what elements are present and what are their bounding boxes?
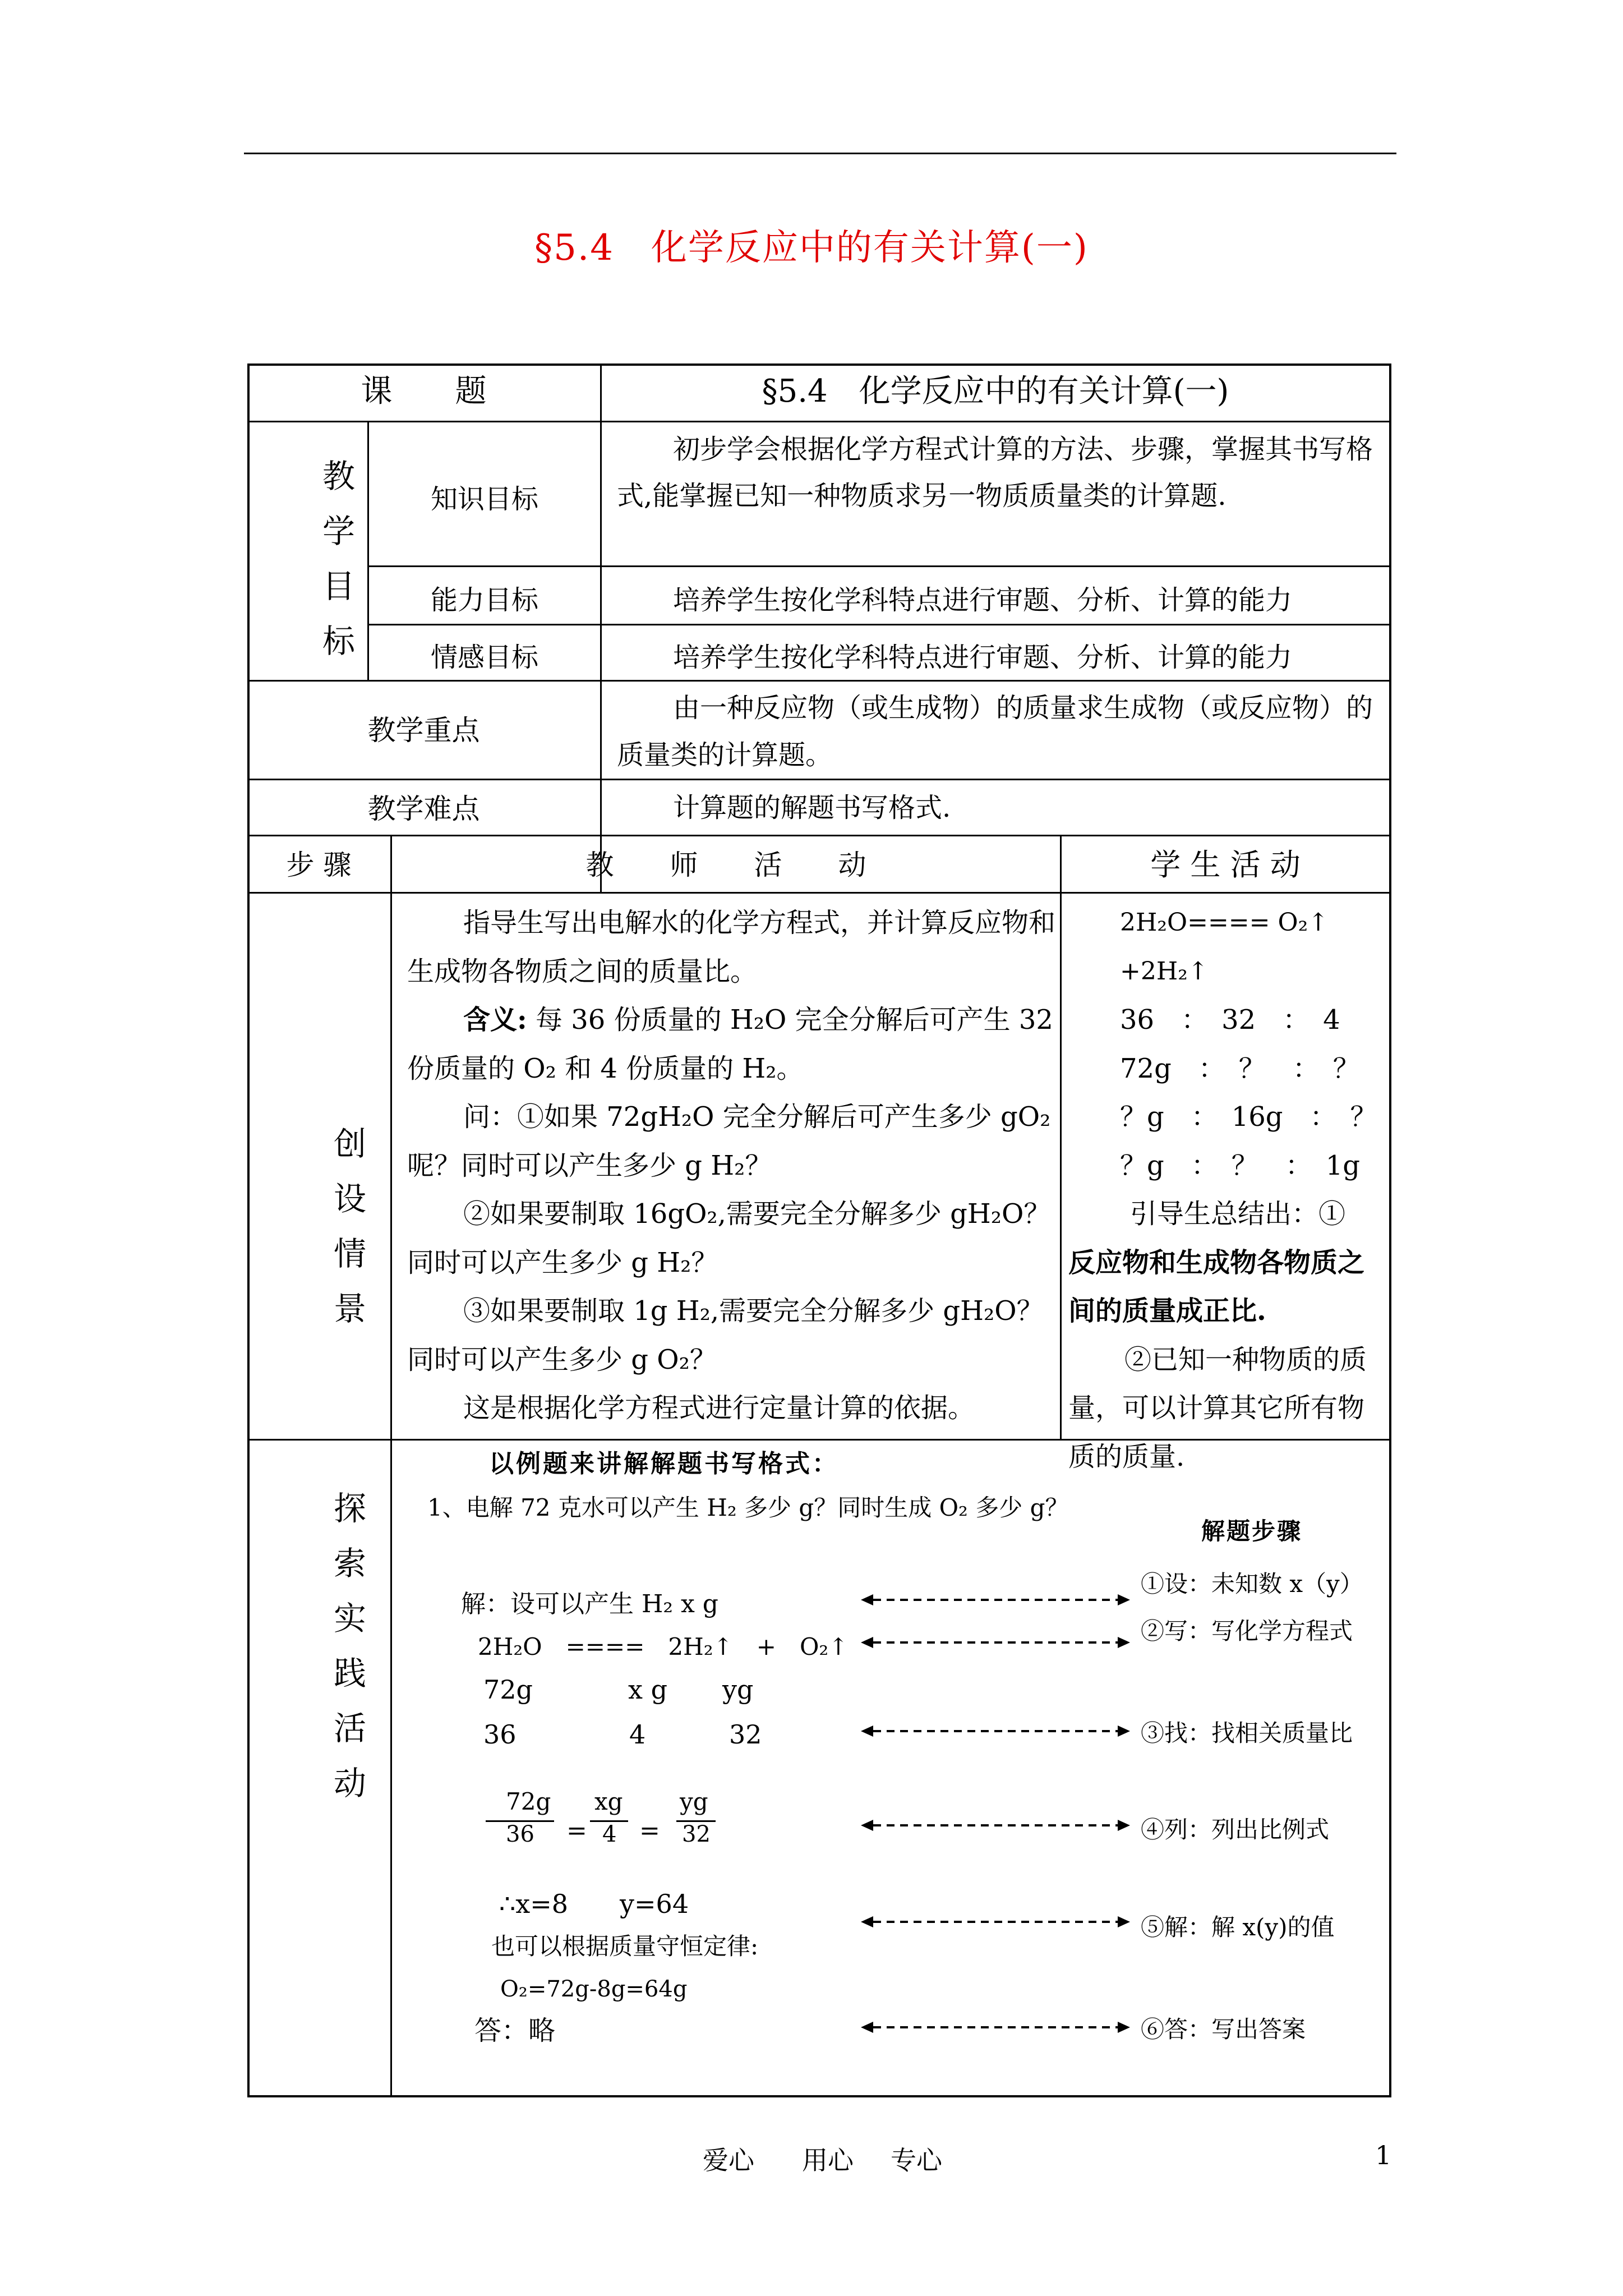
student-summary-1: 引导生总结出：① (1130, 1198, 1346, 1230)
scene-question-2: ②如果要制取 16gO₂,需要完全分解多少 gH₂O？同时可以产生多少 g H₂？ (407, 1198, 1051, 1278)
example-heading: 以例题来讲解解题书写格式： (489, 1450, 839, 1478)
mass-row-1-y: yg (722, 1674, 754, 1705)
footer-motto-3: 专心 (891, 2145, 942, 2175)
student-ratio-row: ？g ： ？ ： 1g (1120, 1149, 1360, 1181)
student-ratio-row: ？g ： 16g ： ？ (1120, 1101, 1377, 1133)
emotion-goal-label: 情感目标 (430, 642, 538, 673)
steps-header-teacher: 教 师 活 动 (585, 849, 866, 881)
topic-label: 课 题 (361, 373, 487, 409)
mass-row-2-h2: 4 (629, 1719, 646, 1750)
solution-equation: 2H₂O ==== 2H₂↑ + O₂↑ (478, 1633, 849, 1660)
solving-step-4: ④列：列出比例式 (1141, 1816, 1330, 1843)
o2-calculation: O₂=72g-8g=64g (500, 1976, 688, 2002)
arrow-step-5 (861, 1911, 1130, 1933)
footer-motto-1: 爱心 (703, 2145, 754, 2175)
knowledge-goal-text: 初步学会根据化学方程式计算的方法、步骤，掌握其书写格式,能掌握已知一种物质求另一物质质量类的计算题. (617, 434, 1373, 512)
solution-setup: 解：设可以产生 H₂ x g (461, 1590, 718, 1618)
solving-steps-title: 解题步骤 (1201, 1517, 1303, 1545)
page-title: §5.4 化学反应中的有关计算(一) (534, 227, 1089, 269)
example-question: 1、电解 72 克水可以产生 H₂ 多少 g？同时生成 O₂ 多少 g？ (427, 1494, 1069, 1521)
student-ratio-row: 72g ： ？ ： ？ (1120, 1052, 1360, 1084)
arrow-step-4 (861, 1814, 1130, 1837)
key-point-label: 教学重点 (367, 714, 480, 747)
scene-question-1: 问：①如果 72gH₂O 完全分解后可产生多少 gO₂ 呢？同时可以产生多少 g H₂？ (407, 1101, 1051, 1181)
arrow-step-6 (861, 2016, 1130, 2039)
page-number: 1 (1375, 2140, 1392, 2170)
scene-question-3: ③如果要制取 1g H₂,需要完全分解多少 gH₂O？同时可以产生多少 g O₂？ (407, 1295, 1044, 1375)
student-summary-3: ②已知一种物质的质量，可以计算其它所有物质的质量. (1068, 1343, 1367, 1473)
solving-step-2: ②写：写化学方程式 (1141, 1617, 1353, 1645)
emotion-goal-text: 培养学生按化学科特点进行审题、分析、计算的能力 (673, 642, 1293, 673)
topic-value: §5.4 化学反应中的有关计算(一) (762, 373, 1229, 409)
answer: 答：略 (474, 2015, 556, 2046)
ability-goal-label: 能力目标 (430, 585, 538, 616)
arrow-step-1 (861, 1589, 1130, 1611)
scene-conclusion: 这是根据化学方程式进行定量计算的依据。 (463, 1392, 975, 1424)
difficulty-label: 教学难点 (367, 793, 480, 825)
difficulty-text: 计算题的解题书写格式. (673, 792, 951, 823)
scene-teacher-activity (407, 899, 1058, 1433)
solving-step-3: ③找：找相关质量比 (1141, 1719, 1353, 1747)
student-ratio-row: 36 ： 32 ： 4 (1120, 1004, 1340, 1036)
scene-meaning: 含义: 每 36 份质量的 H₂O 完全分解后可产生 32 份质量的 O₂ 和 4 份质量的 H₂。 (407, 1004, 1053, 1084)
solving-step-1: ①设：未知数 x（y） (1141, 1570, 1363, 1598)
key-point-text: 由一种反应物（或生成物）的质量求生成物（或反应物）的质量类的计算题。 (617, 692, 1373, 771)
mass-row-1: 72g (483, 1674, 533, 1705)
steps-header-step: 步 骤 (286, 849, 352, 881)
footer-motto-2: 用心 (802, 2145, 854, 2175)
steps-header-student: 学 生 活 动 (1150, 847, 1301, 882)
solving-step-5: ⑤解：解 x(y)的值 (1141, 1913, 1335, 1941)
knowledge-goal-label: 知识目标 (430, 484, 538, 515)
arrow-step-3 (861, 1720, 1130, 1742)
scene-teacher-p1: 指导生写出电解水的化学方程式，并计算反应物和生成物各物质之间的质量比。 (407, 907, 1056, 987)
solving-step-6: ⑥答：写出答案 (1141, 2016, 1306, 2043)
solution-result: ∴x=8 y=64 (499, 1889, 689, 1919)
ability-goal-text: 培养学生按化学科特点进行审题、分析、计算的能力 (673, 585, 1293, 616)
student-equation: 2H₂O==== O₂↑ +2H₂↑ (1120, 908, 1329, 986)
student-summary-2: 反应物和生成物各物质之间的质量成正比. (1068, 1246, 1365, 1327)
conservation-note: 也可以根据质量守恒定律: (491, 1932, 759, 1960)
arrow-step-2 (861, 1631, 1130, 1654)
mass-row-2: 36 (483, 1719, 517, 1750)
scene-student-activity (1068, 899, 1382, 1481)
header-rule (244, 153, 1396, 154)
mass-row-1-x: x g (628, 1674, 668, 1705)
mass-row-2-o2: 32 (729, 1719, 762, 1750)
meaning-label: 含义 (463, 1004, 518, 1036)
meaning-text: 每 36 份质量的 H₂O 完全分解后可产生 32 份质量的 O₂ 和 4 份质量的 H₂。 (407, 1004, 1053, 1084)
